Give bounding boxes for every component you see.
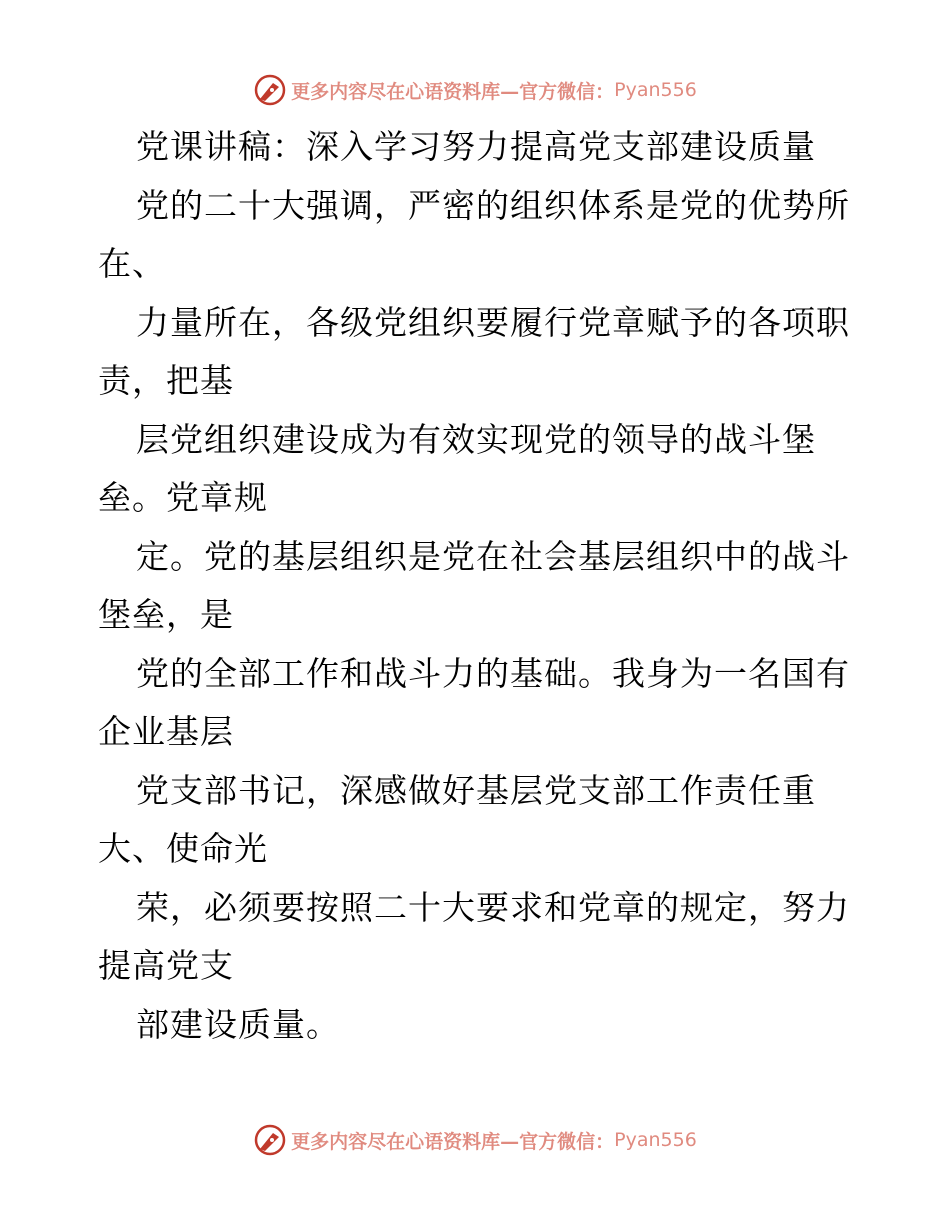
- document-body: [98, 118, 858, 1054]
- header-banner: [0, 70, 950, 110]
- paragraph-line: 党的全部工作和战斗力的基础。我身为一名国有: [136, 653, 850, 693]
- paragraph-line: 责，把基: [98, 361, 234, 400]
- footer-banner: [0, 1120, 950, 1160]
- paragraph-line: 定。党的基层组织是党在社会基层组织中的战斗: [136, 536, 850, 576]
- paragraph-line: 大、使命光: [98, 829, 268, 868]
- paragraph-line: 提高党支: [98, 946, 234, 985]
- pen-nib-logo-icon: [253, 1123, 287, 1157]
- banner-contact: Pyan556: [614, 1129, 697, 1151]
- paragraph-line: 层党组织建设成为有效实现党的领导的战斗堡: [136, 419, 816, 459]
- paragraph-line: 荣，必须要按照二十大要求和党章的规定，努力: [136, 887, 850, 927]
- pen-nib-logo-icon: [253, 73, 287, 107]
- banner-contact: Pyan556: [614, 79, 697, 101]
- paragraph-line: 企业基层: [98, 712, 234, 751]
- paragraph-line: 力量所在，各级党组织要履行党章赋予的各项职: [136, 302, 850, 342]
- paragraph-line: 部建设质量。: [136, 1004, 340, 1044]
- paragraph-line: 党支部书记，深感做好基层党支部工作责任重: [136, 770, 816, 810]
- paragraph-line: 党的二十大强调，严密的组织体系是党的优势所: [136, 185, 850, 225]
- banner-text: 更多内容尽在心语资料库—官方微信：: [291, 80, 615, 103]
- paragraph-line: 堡垒，是: [98, 595, 234, 634]
- paragraph-line: 垒。党章规: [98, 478, 268, 517]
- banner-text: 更多内容尽在心语资料库—官方微信：: [291, 1130, 615, 1153]
- document-title: 党课讲稿：深入学习努力提高党支部建设质量: [136, 127, 816, 166]
- paragraph-line: 在、: [98, 244, 166, 283]
